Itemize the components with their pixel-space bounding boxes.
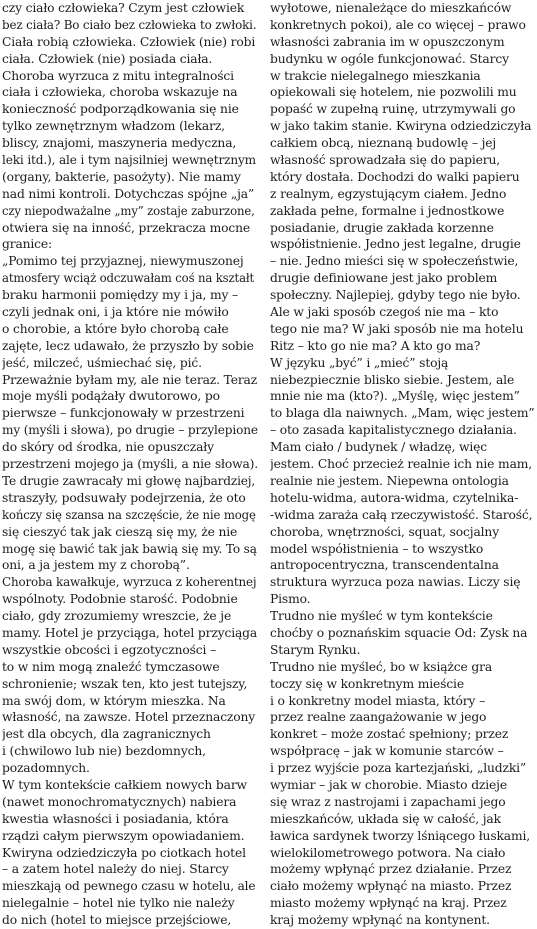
text-line: kraj możemy wpłynąć na kontynent. [270, 913, 490, 928]
text-line: i przez wyjście poza kartezjański, „ludzki” [270, 761, 527, 776]
text-line: mieszkańców, układa się w całość, jak [270, 811, 501, 826]
text-line: jeść, milczeć, uśmiechać się, pić. [2, 355, 202, 370]
text-line: wszystkie obcości i egzotyczności – [2, 642, 217, 657]
text-line: moje myśli podążały dwutorowo, po [2, 389, 220, 404]
text-line: – a zatem hotel należy do niej. Starcy [2, 862, 229, 877]
text-line: w jako takim stanie. Kwiryna odziedziczyła [270, 119, 532, 134]
text-line: jest dla obcych, dla zagranicznych [2, 727, 211, 742]
text-line: się cieszyć tak jak cieszą się my, że nie [2, 524, 238, 539]
text-line: i (chwilowo lub nie) bezdomnych, [2, 744, 206, 759]
text-line: jestem. Choć przecież realnie ich nie mam, [270, 457, 533, 472]
text-line: własność, na zawsze. Hotel przeznaczony [2, 710, 256, 725]
text-line: Ale w jaki sposób czegoś nie ma – kto [270, 305, 499, 320]
text-line: (organy, bakterie, pasożyty). Nie mamy [2, 169, 241, 184]
text-line: rządzi całym pierwszym opowiadaniem. [2, 828, 245, 843]
text-line: pozadomnych. [2, 761, 90, 776]
text-line: wspólnoty. Podobnie starość. Podobnie [2, 592, 238, 607]
right-text-column [264, 0, 535, 928]
text-line: ciało możemy wpłynąć na miasto. Przez [270, 879, 512, 894]
text-line: tylko zewnętrznym władzom (lekarz, [2, 119, 225, 134]
text-line: Mam ciało / budynek / władzę, więc [270, 440, 488, 455]
text-line: Trudno nie myśleć, bo w książce gra [270, 659, 493, 674]
text-line: choćby o poznańskim squacie Od: Zysk na [270, 625, 528, 640]
text-line: nielegalnie – hotel nie tylko nie należy [2, 896, 235, 911]
text-line: my (myśli i słowa), po drugie – przylepione [2, 423, 258, 438]
text-line: straszyły, podsuwały podejrzenia, że oto [2, 490, 246, 505]
text-line: ciała i człowieka, choroba wskazuje na [2, 85, 238, 100]
text-line: – nie. Jedno mieści się w społeczeństwie, [270, 254, 519, 269]
text-line: zajęte, lecz udawało, że przyszło by sobie [2, 338, 254, 353]
text-line: możemy wpłynąć przez działanie. Przez [270, 862, 512, 877]
text-line: tego nie ma? W jaki sposób nie ma hotelu [270, 321, 524, 336]
text-line: społeczny. Najlepiej, gdyby tego nie było. [270, 288, 521, 303]
text-line: budynku w ogóle funkcjonować. Starcy [270, 51, 509, 66]
text-line: niebezpiecznie blisko siebie. Jestem, ale [270, 372, 515, 387]
text-line: Ciała robią człowieka. Człowiek (nie) robi [2, 34, 256, 49]
text-line: czy ciało człowieka? Czym jest człowiek [2, 1, 245, 15]
text-line: przestrzeni mojego ja (myśli, a nie słowa). [2, 457, 258, 472]
text-line: pierwsze – funkcjonowały w przestrzeni [2, 406, 245, 421]
text-line: czy niepodważalne „my” zostaje zaburzone, [2, 203, 255, 218]
text-line: własności zabrania im w opuszczonym [270, 34, 505, 49]
text-line: granice: [2, 237, 53, 252]
text-line: Choroba wyrzuca z mitu integralności [2, 68, 234, 83]
text-line: atmosfery wciąż odczuwałam coś na kształt [2, 271, 255, 286]
text-line: braku harmonii pomiędzy my i ja, my – [2, 288, 239, 303]
text-line: ciała. Człowiek (nie) posiada ciała. [2, 51, 213, 66]
text-line: popaść w zupełną ruinę, utrzymywali go [270, 102, 516, 117]
text-line: konkretnych pokoi), ale co więcej – prawo [270, 17, 526, 32]
text-line: się wraz z nastrojami i zapachami jego [270, 794, 506, 809]
text-line: to blaga dla naiwnych. „Mam, więc jestem” [270, 406, 535, 421]
text-line: Starym Rynku. [270, 642, 361, 657]
text-line: wielokilometrowego potwora. Na ciało [270, 845, 506, 860]
text-line: który dostała. Dochodzi do walki papieru [270, 169, 520, 184]
text-line: otwiera się na inność, przekracza mocne [2, 220, 251, 235]
text-line: mogę się bawić tak jak bawią się my. To są [2, 541, 257, 556]
text-line: całkiem obcą, nieznaną budowlę – jej [270, 136, 497, 151]
text-line: Kwiryna odziedziczyła po ciotkach hotel [2, 845, 246, 860]
text-line: przez realne zaangażowanie w jego [270, 710, 487, 725]
text-line: Choroba kawałkuje, wyrzuca z koherentnej [2, 575, 257, 590]
text-line: o chorobie, a które było chorobą całe [2, 321, 229, 336]
text-line: Ritz – kto go nie ma? A kto go ma? [270, 338, 481, 353]
text-line: nad nimi kontroli. Dotychczas spójne „ja” [2, 186, 255, 201]
text-line: Te drugie zawracały mi głowę najbardziej, [2, 473, 256, 488]
text-line: ciało, gdy zrozumiemy wreszcie, że je [2, 609, 232, 624]
text-line: W tym kontekście całkiem nowych barw [2, 777, 247, 792]
text-line: model współistnienia – to wszystko [270, 541, 484, 556]
text-line: posiadanie, drugie zakłada korzenne [270, 220, 494, 235]
text-line: leki itd.), ale i tym najsilniej wewnętrznym [2, 153, 256, 168]
text-line: antropocentryczna, transcendentalna [270, 558, 499, 573]
text-line: realnie nie jestem. Niepewna ontologia [270, 473, 509, 488]
text-line: -widma zaraża całą rzeczywistość. Starość, [270, 507, 533, 522]
text-line: miasto możemy wpłynąć na kraj. Przez [270, 896, 507, 911]
text-line: – oto zasada kapitalistycznego działania. [270, 423, 517, 438]
text-line: ma swój dom, w którym mieszka. Na [2, 693, 226, 708]
text-line: czyli jednak oni, i ja które nie mówiło [2, 305, 229, 320]
text-line: bliscy, znajomi, maszyneria medyczna, [2, 136, 237, 151]
text-line: konkret – może zostać spełniony; przez [270, 727, 509, 742]
text-line: z realnym, egzystującym ciałem. Jedno [270, 186, 507, 201]
text-line: w trakcie nielegalnego mieszkania [270, 68, 481, 83]
text-line: kwestia własności i posiadania, która [2, 811, 229, 826]
text-line: mieszkają od pewnego czasu w hotelu, ale [2, 879, 256, 894]
text-line: Przeważnie byłam my, ale nie teraz. Teraz [2, 372, 258, 387]
text-line: choroba, wnętrzności, squat, socjalny [270, 524, 499, 539]
text-line: wymiar – jak w chorobie. Miasto dzieje [270, 777, 507, 792]
text-line: struktura wyrzuca poza nawias. Liczy się [270, 575, 521, 590]
text-line: hotelu-widma, autora-widma, czytelnika- [270, 490, 519, 505]
text-line: mnie nie ma (kto?). „Myślę, więc jestem” [270, 389, 520, 404]
text-line: do nich (hotel to miejsce przejściowe, [2, 913, 232, 928]
text-line: opiekowali się hotelem, nie pozwolili mu [270, 85, 517, 100]
text-line: mamy. Hotel je przyciąga, hotel przyciąga [2, 625, 258, 640]
text-line: drugie definiowane jest jako problem [270, 271, 498, 286]
text-line: bez ciała? Bo ciało bez człowieka to zwłoki. [2, 17, 257, 32]
text-line: i o konkretny model miasta, który – [270, 693, 486, 708]
text-line: kończy się szansa na szczęście, że nie mogę [2, 507, 256, 522]
text-line: współpracę – jak w komunie starców – [270, 744, 504, 759]
text-line: schronienie; wszak ten, kto jest tutejszy, [2, 676, 248, 691]
text-line: konieczność podporządkowania się nie [2, 102, 239, 117]
text-line: „Pomimo tej przyjaznej, niewymuszonej [2, 254, 244, 269]
text-line: ławica sardynek tworzy lśniącego łuskami, [270, 828, 531, 843]
text-line: W języku „być” i „mieć” stoją [270, 355, 449, 370]
text-line: (nawet monochromatycznych) nabiera [2, 794, 237, 809]
text-line: toczy się w konkretnym mieście [270, 676, 464, 691]
text-line: zakłada pełne, formalne i jednostkowe [270, 203, 505, 218]
text-line: własność sprowadzała się do papieru, [270, 153, 501, 168]
text-line: Pismo. [270, 592, 311, 607]
text-line: Trudno nie myśleć w tym kontekście [270, 609, 493, 624]
text-line: to w nim mogą znaleźć tymczasowe [2, 659, 220, 674]
left-text-column [2, 0, 264, 928]
text-line: oni, a ja jestem my z chorobą”. [2, 558, 190, 573]
text-line: do skóry od środka, nie opuszczały [2, 440, 214, 455]
text-line: współistnienie. Jedno jest legalne, drugie [270, 237, 521, 252]
text-line: wyłotowe, nienależące do mieszkańców [270, 1, 512, 15]
